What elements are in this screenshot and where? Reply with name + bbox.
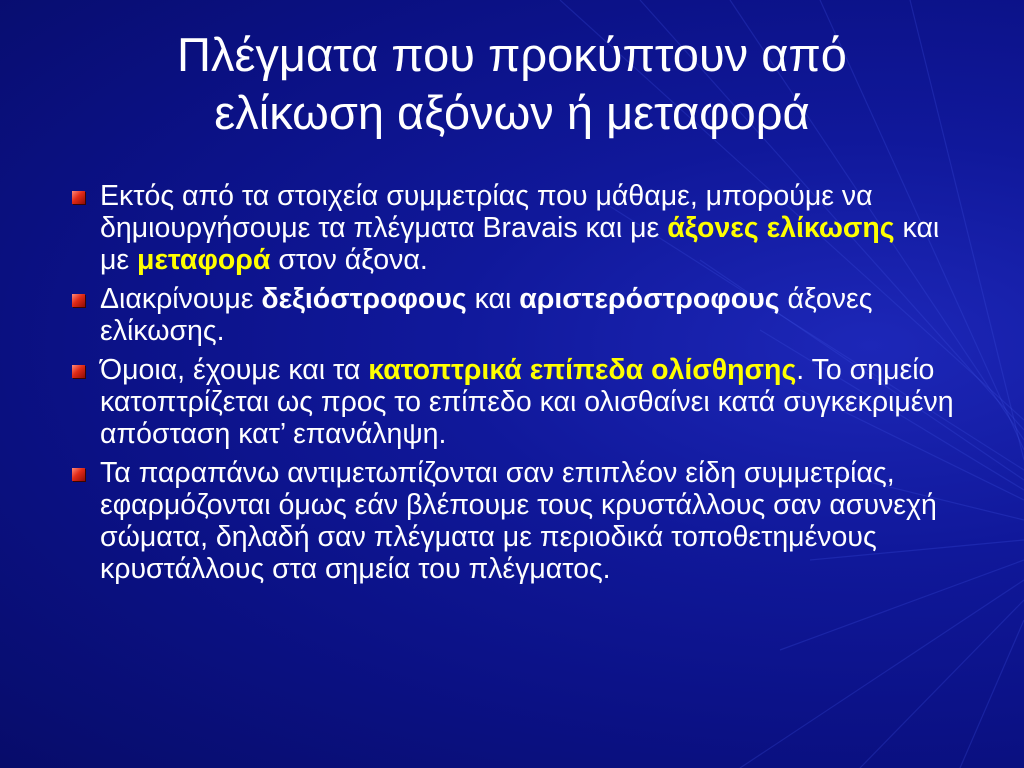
bullet-text: άξονες ελίκωσης. bbox=[100, 283, 873, 347]
bullet-text: και με bbox=[100, 212, 940, 276]
bullet-item bbox=[62, 283, 962, 347]
bullet-text: στον άξονα. bbox=[270, 244, 428, 276]
bullet-text: Εκτός από τα στοιχεία συμμετρίας που μάθαμε, μπορούμε να δημιουργήσουμε τα πλέγματα Bravais και με bbox=[100, 180, 873, 244]
bullet-square-icon bbox=[72, 191, 85, 204]
bold-term: δεξιόστροφους bbox=[261, 283, 467, 315]
bullet-text: και bbox=[466, 283, 520, 315]
slide-title bbox=[0, 26, 1024, 142]
bullet-square-icon bbox=[72, 294, 85, 307]
slide-title-line-1: Πλέγματα που προκύπτουν από bbox=[177, 28, 847, 81]
bullet-list bbox=[62, 180, 962, 592]
bullet-square-icon bbox=[72, 468, 85, 481]
slide-title-line-2: ελίκωση αξόνων ή μεταφορά bbox=[214, 86, 810, 139]
bullet-item bbox=[62, 354, 962, 450]
bullet-text: Διακρίνουμε bbox=[100, 283, 262, 315]
bullet-item bbox=[62, 457, 962, 585]
bullet-text: Τα παραπάνω αντιμετωπίζονται σαν επιπλέον είδη συμμετρίας, εφαρμόζονται όμως εάν βλέπουμε τους κρυστάλλους σαν ασυνεχή σώματα, δηλαδή σαν πλέγματα με περιοδικά τοποθετημένους κρυστάλλους στα σημεία του πλέγματος. bbox=[100, 457, 937, 585]
bullet-square-icon bbox=[72, 365, 85, 378]
bullet-text: . Το σημείο κατοπτρίζεται ως προς το επίπεδο και ολισθαίνει κατά συγκεκριμένη απόσταση κατ’ επανάληψη. bbox=[100, 354, 954, 450]
bullet-text: Όμοια, έχουμε και τα bbox=[100, 354, 369, 386]
highlight-term: άξονες ελίκωσης bbox=[667, 212, 895, 244]
bullet-item bbox=[62, 180, 962, 276]
highlight-term: μεταφορά bbox=[137, 244, 271, 276]
bold-term: αριστερόστροφους bbox=[519, 283, 780, 315]
highlight-term: κατοπτρικά επίπεδα ολίσθησης bbox=[368, 354, 797, 386]
